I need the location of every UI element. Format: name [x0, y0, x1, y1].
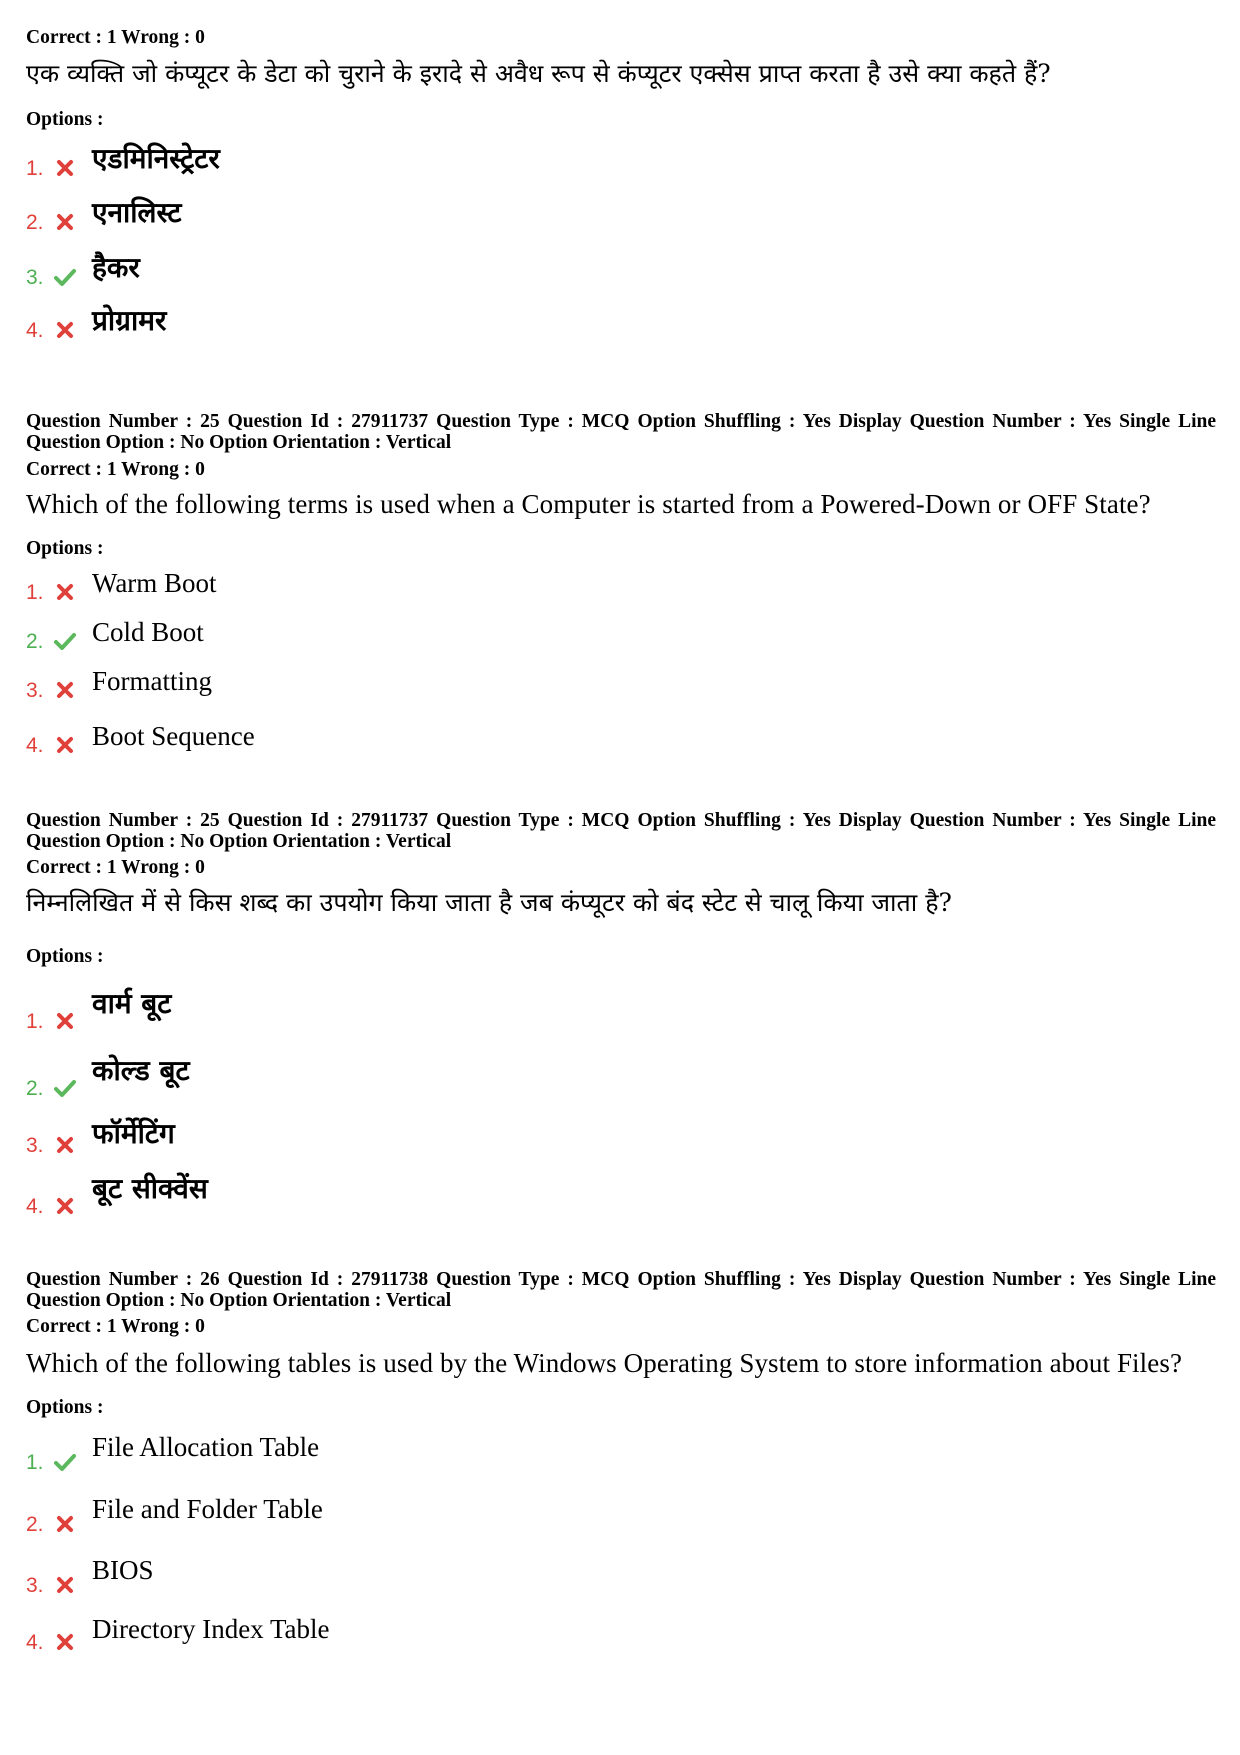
option-number: 4. — [26, 319, 44, 342]
option-text: हैकर — [92, 251, 140, 284]
option-number: 2. — [26, 630, 44, 653]
option-text: Directory Index Table — [92, 1614, 330, 1644]
option-4 — [26, 1172, 626, 1220]
option-number: 4. — [26, 1195, 44, 1218]
cross-icon — [54, 1514, 76, 1534]
question-meta: Question Number : 26 Question Id : 27911738 Question Type : MCQ Option Shuffling : Yes Display Question Number : Yes Single Line Question Option : No Option Orientation : Vertical — [26, 1269, 1216, 1311]
option-text: File and Folder Table — [92, 1494, 323, 1524]
correct-wrong-marks: Correct : 1 Wrong : 0 — [26, 459, 205, 480]
option-text: एडमिनिस्ट्रेटर — [92, 142, 220, 175]
question-meta: Question Number : 25 Question Id : 27911737 Question Type : MCQ Option Shuffling : Yes Display Question Number : Yes Single Line Question Option : No Option Orientation : Vertical — [26, 411, 1216, 453]
option-1 — [26, 1428, 626, 1476]
cross-icon — [54, 1011, 76, 1031]
option-number: 2. — [26, 1513, 44, 1536]
cross-icon — [54, 735, 76, 755]
option-3 — [26, 243, 626, 291]
option-text: Warm Boot — [92, 568, 217, 598]
cross-icon — [54, 158, 76, 178]
option-number: 1. — [26, 581, 44, 604]
option-text: बूट सीक्वेंस — [92, 1172, 208, 1205]
option-number: 3. — [26, 679, 44, 702]
question-text: निम्नलिखित में से किस शब्द का उपयोग किया जाता है जब कंप्यूटर को बंद स्टेट से चालू किया जाता है? — [26, 888, 952, 917]
cross-icon — [54, 1196, 76, 1216]
cross-icon — [54, 1135, 76, 1155]
option-text: Cold Boot — [92, 617, 204, 647]
options-label: Options : — [26, 109, 104, 130]
check-icon — [54, 267, 76, 287]
option-1 — [26, 987, 626, 1035]
cross-icon — [54, 1575, 76, 1595]
option-3 — [26, 1111, 626, 1159]
option-number: 1. — [26, 1010, 44, 1033]
option-text: प्रोग्रामर — [92, 304, 167, 337]
option-text: वार्म बूट — [92, 987, 172, 1020]
correct-wrong-marks: Correct : 1 Wrong : 0 — [26, 1316, 205, 1337]
correct-wrong-marks: Correct : 1 Wrong : 0 — [26, 27, 205, 48]
question-text: Which of the following tables is used by the Windows Operating System to store information about Files? — [26, 1348, 1183, 1378]
check-icon — [54, 631, 76, 651]
option-2 — [26, 1490, 626, 1538]
option-number: 2. — [26, 211, 44, 234]
option-2 — [26, 188, 626, 236]
option-number: 4. — [26, 734, 44, 757]
cross-icon — [54, 680, 76, 700]
cross-icon — [54, 582, 76, 602]
option-text: File Allocation Table — [92, 1432, 320, 1462]
option-4 — [26, 711, 626, 759]
option-3 — [26, 1551, 626, 1599]
check-icon — [54, 1078, 76, 1098]
option-text: Formatting — [92, 666, 212, 696]
option-2 — [26, 1054, 626, 1102]
correct-wrong-marks: Correct : 1 Wrong : 0 — [26, 857, 205, 878]
options-label: Options : — [26, 1397, 104, 1418]
option-number: 4. — [26, 1631, 44, 1654]
option-text: Boot Sequence — [92, 721, 255, 751]
option-text: कोल्ड बूट — [92, 1054, 190, 1087]
option-1 — [26, 558, 626, 606]
option-3 — [26, 656, 626, 704]
cross-icon — [54, 1632, 76, 1652]
option-text: फॉर्मेटिंग — [92, 1117, 175, 1150]
option-text: एनालिस्ट — [92, 196, 182, 229]
cross-icon — [54, 320, 76, 340]
option-number: 3. — [26, 1574, 44, 1597]
option-2 — [26, 607, 626, 655]
option-number: 3. — [26, 1134, 44, 1157]
options-label: Options : — [26, 946, 104, 967]
option-4 — [26, 1608, 626, 1656]
question-text: Which of the following terms is used when a Computer is started from a Powered-Down or OFF State? — [26, 489, 1151, 519]
question-text: एक व्यक्ति जो कंप्यूटर के डेटा को चुराने के इरादे से अवैध रूप से कंप्यूटर एक्सेस प्राप्त करता है उसे क्या कहते हैं? — [26, 59, 1051, 88]
cross-icon — [54, 212, 76, 232]
check-icon — [54, 1452, 76, 1472]
option-4 — [26, 296, 626, 344]
option-number: 3. — [26, 266, 44, 289]
option-number: 1. — [26, 1451, 44, 1474]
option-number: 2. — [26, 1077, 44, 1100]
option-1 — [26, 134, 626, 182]
option-text: BIOS — [92, 1555, 154, 1585]
option-number: 1. — [26, 157, 44, 180]
options-label: Options : — [26, 538, 104, 559]
question-meta: Question Number : 25 Question Id : 27911737 Question Type : MCQ Option Shuffling : Yes Display Question Number : Yes Single Line Question Option : No Option Orientation : Vertical — [26, 810, 1216, 852]
